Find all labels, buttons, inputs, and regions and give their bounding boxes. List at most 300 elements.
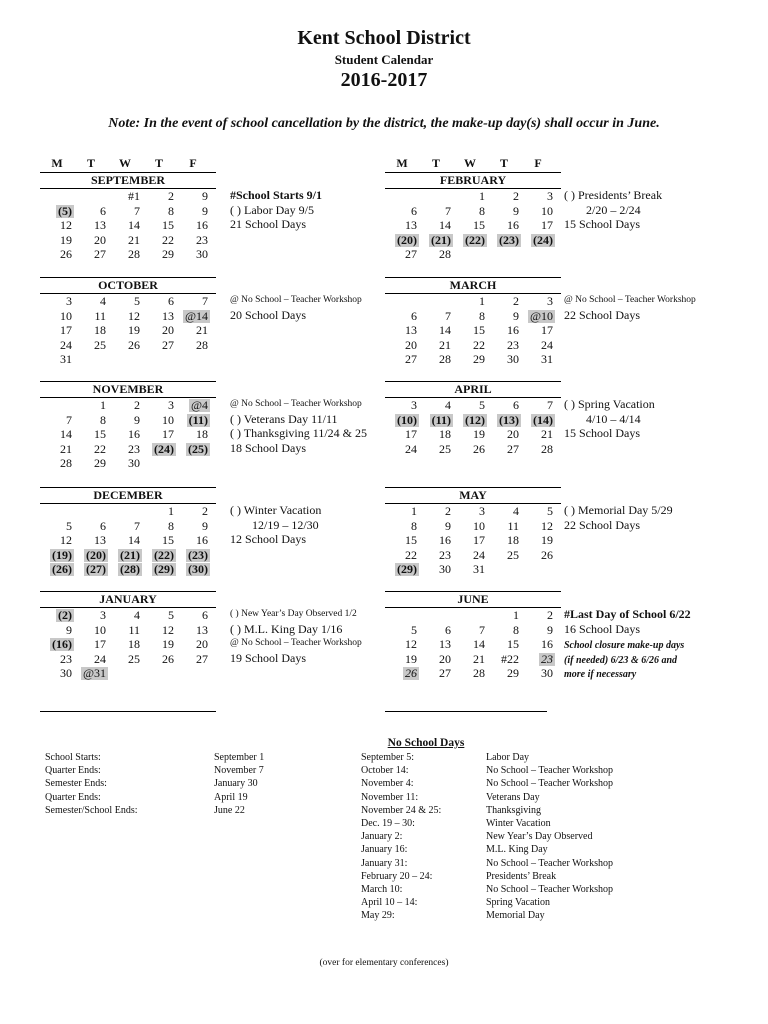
day-cell [385,637,419,652]
day-number: 8 [168,203,174,218]
week-row [385,352,561,367]
month-name: SEPTEMBER [40,172,216,189]
day-cell [385,623,419,638]
day-cell [108,637,142,652]
day-number: (30) [188,562,208,577]
weekday-header: T [154,156,163,170]
day-cell [142,218,176,233]
day-number: 5 [66,518,72,533]
makeup-note: more if necessary [564,669,637,681]
day-number: 6 [411,203,417,218]
list-line: January 16: [361,844,408,856]
day-cell [487,398,521,413]
day-number: 16 [439,533,451,548]
day-number: 3 [411,398,417,412]
school-year: 2016-2017 [340,69,428,91]
list-line: January 31: [361,857,408,869]
day-number: 19 [60,232,72,247]
day-number: 21 [196,323,208,338]
day-cell [385,323,419,338]
note-line: ( ) Presidents’ Break [564,188,663,202]
day-number: (20) [86,547,106,562]
day-number: (23) [499,232,519,247]
day-cell [487,427,521,442]
day-cell [74,608,108,623]
day-number: 12 [60,533,72,548]
day-cell [74,323,108,338]
day-cell [142,637,176,652]
day-number: 24 [541,337,553,352]
day-number: 3 [547,294,553,308]
list-line: January 30 [214,778,258,790]
day-number: 30 [196,247,208,262]
day-cell [142,204,176,219]
day-cell [40,623,74,638]
day-number: 30 [60,666,72,681]
day-number: 1 [479,189,485,203]
day-number: 27 [439,666,451,681]
day-number: @14 [184,308,208,323]
day-cell [74,309,108,324]
day-cell [108,413,142,428]
day-cell [74,218,108,233]
month-days [385,294,561,367]
list-line: November 7 [214,765,264,777]
makeup-note: School closure make-up days [564,640,685,652]
month-days [385,189,561,262]
week-row [385,666,561,681]
note-line: 15 School Days [564,426,640,441]
day-number: 27 [196,651,208,666]
day-number: 26 [541,547,553,562]
day-number: 28 [60,456,72,471]
day-number: 25 [439,441,451,456]
week-row [40,413,216,428]
day-cell [521,608,555,623]
day-number: 2 [134,398,140,412]
key-dates-labels [45,751,138,817]
week-row [40,623,216,638]
day-number: 15 [162,533,174,548]
day-cell [142,309,176,324]
day-number: 6 [100,203,106,218]
day-number: 2 [513,294,519,308]
month-name: NOVEMBER [40,381,216,398]
day-cell [176,309,210,324]
day-cell [108,309,142,324]
day-number: 2 [445,504,451,518]
day-number: #1 [128,189,140,203]
day-cell [385,533,419,548]
day-cell [142,294,176,309]
day-number: 23 [128,441,140,456]
note-line: 2/20 – 2/24 [586,202,641,217]
day-number: 23 [60,651,72,666]
note-line: ( ) Thanksgiving 11/24 & 25 [230,426,367,441]
day-number: 31 [473,562,485,577]
week-row [385,218,561,233]
weekday-header: W [464,156,476,170]
day-number: 24 [473,547,485,562]
day-number: 4 [513,504,519,518]
day-number: 28 [541,441,553,456]
month-notes [564,503,754,532]
day-cell [487,442,521,457]
day-cell [521,652,555,667]
day-number: 15 [162,218,174,233]
day-cell [521,427,555,442]
day-number: 16 [128,427,140,442]
day-number: (2) [58,608,72,622]
day-number: 12 [128,308,140,323]
day-cell [419,427,453,442]
day-number: (29) [397,562,417,577]
week-row [385,637,561,652]
day-cell [176,456,210,471]
day-cell [487,637,521,652]
weekday-header: T [499,156,508,170]
day-cell [176,218,210,233]
day-number: (12) [465,412,485,427]
day-number: 9 [202,203,208,218]
list-line: Presidents’ Break [486,870,557,882]
day-cell [453,608,487,623]
week-row [40,442,216,457]
note-line: ( ) Winter Vacation [230,503,322,517]
day-number: (21) [431,232,451,247]
day-cell [108,608,142,623]
day-cell [74,398,108,413]
day-cell [453,666,487,681]
day-cell [487,548,521,563]
week-row [40,533,216,548]
week-row [385,413,561,428]
day-cell [142,519,176,534]
day-cell [453,427,487,442]
week-row [40,218,216,233]
list-line: February 20 – 24: [361,870,433,882]
day-number: 5 [168,608,174,622]
day-number: 22 [473,337,485,352]
week-row [40,309,216,324]
week-row [40,562,216,577]
week-row [385,608,561,623]
day-number: 2 [547,608,553,622]
day-cell [419,247,453,262]
day-number: 30 [507,352,519,367]
day-cell [176,247,210,262]
day-cell [40,427,74,442]
day-cell [487,666,521,681]
footer-note: (over for elementary conferences) [319,958,449,968]
month-days [40,608,216,681]
day-cell [176,608,210,623]
note-line: ( ) Labor Day 9/5 [230,202,314,217]
day-cell [521,666,555,681]
day-number: (19) [52,547,72,562]
month-name: FEBRUARY [385,172,561,189]
day-number: 14 [439,218,451,233]
list-line: January 2: [361,831,403,843]
day-cell [453,398,487,413]
day-cell [521,533,555,548]
day-cell [176,398,210,413]
day-cell [40,456,74,471]
day-number: 17 [405,427,417,442]
note-line: ( ) M.L. King Day 1/16 [230,621,343,636]
month-notes [564,397,754,441]
day-number: 30 [541,666,553,681]
day-cell [385,338,419,353]
day-cell [74,637,108,652]
calendar-subtitle: Student Calendar [334,52,434,67]
day-cell [40,309,74,324]
day-cell [419,294,453,309]
day-number: 6 [100,518,106,533]
day-number: 1 [411,504,417,518]
day-cell [419,233,453,248]
day-number: 16 [196,533,208,548]
week-row [40,294,216,309]
day-cell [142,666,176,681]
day-number: 12 [405,637,417,652]
day-cell [385,427,419,442]
day-cell [453,519,487,534]
day-number: 2 [202,504,208,518]
month-days [40,398,216,471]
day-cell [385,294,419,309]
day-cell [142,247,176,262]
day-number: 12 [541,518,553,533]
day-number: (14) [533,412,553,427]
day-cell [385,608,419,623]
day-number: 15 [473,323,485,338]
week-row [40,338,216,353]
day-number: 14 [128,533,140,548]
day-cell [487,323,521,338]
day-number: (25) [188,441,208,456]
day-cell [453,548,487,563]
day-cell [487,218,521,233]
note-line: 12/19 – 12/30 [252,517,319,532]
day-cell [142,233,176,248]
week-row [385,309,561,324]
month-name: OCTOBER [40,277,216,294]
day-cell [176,548,210,563]
day-cell [453,323,487,338]
day-number: 4 [445,398,451,412]
day-number: 5 [411,622,417,637]
day-cell [521,442,555,457]
day-cell [176,294,210,309]
day-number: 7 [134,203,140,218]
list-line: Quarter Ends: [45,765,101,777]
divider [385,711,547,712]
day-number: 23 [541,651,553,666]
week-row [385,338,561,353]
week-row [385,323,561,338]
note-line: ( ) New Year’s Day Observed 1/2 [230,609,357,619]
day-cell [419,204,453,219]
week-row [40,548,216,563]
day-number: 30 [439,562,451,577]
day-cell [142,352,176,367]
list-line: April 10 – 14: [361,897,418,909]
note-line: 19 School Days [230,650,306,665]
day-cell [453,413,487,428]
day-number: 25 [507,547,519,562]
day-number: (26) [52,562,72,577]
day-number: 7 [479,622,485,637]
week-row [40,456,216,471]
day-cell [453,652,487,667]
day-cell [74,623,108,638]
day-number: 9 [513,308,519,323]
day-cell [74,427,108,442]
day-number: 28 [439,352,451,367]
day-cell [108,652,142,667]
day-number: 10 [94,622,106,637]
day-cell [385,504,419,519]
day-number: 18 [507,533,519,548]
day-cell [521,189,555,204]
note-line: #Last Day of School 6/22 [564,607,691,621]
day-cell [385,519,419,534]
day-cell [108,519,142,534]
day-cell [487,652,521,667]
day-cell [108,427,142,442]
list-line: June 22 [214,804,245,816]
week-row [385,442,561,457]
weekday-header: T [431,156,440,170]
week-row [385,548,561,563]
day-number: 29 [507,666,519,681]
weekday-header-row [385,156,561,170]
list-line: September 5: [361,752,415,763]
day-number: 27 [405,247,417,262]
day-cell [521,519,555,534]
day-cell [142,413,176,428]
day-cell [487,309,521,324]
day-cell [419,519,453,534]
day-cell [176,413,210,428]
day-cell [521,233,555,248]
day-number: 3 [66,294,72,308]
day-cell [74,652,108,667]
day-number: 23 [196,232,208,247]
day-number: 16 [507,218,519,233]
day-number: 21 [473,651,485,666]
day-number: 15 [507,637,519,652]
note-line: ( ) Veterans Day 11/11 [230,411,338,426]
day-cell [487,562,521,577]
day-number: 2 [168,189,174,203]
day-cell [108,323,142,338]
day-cell [74,233,108,248]
day-number: 18 [439,427,451,442]
day-cell [385,189,419,204]
weekday-header: M [396,156,408,170]
makeup-note: (if needed) 6/23 & 6/26 and [564,654,678,666]
day-cell [453,338,487,353]
day-number: (22) [154,547,174,562]
day-cell [40,398,74,413]
day-cell [40,413,74,428]
day-cell [142,533,176,548]
day-cell [176,637,210,652]
day-number: 5 [134,294,140,308]
day-cell [74,413,108,428]
day-cell [142,548,176,563]
note-line: 21 School Days [230,217,306,232]
day-number: 9 [513,203,519,218]
day-number: 17 [94,637,106,652]
day-cell [521,413,555,428]
day-number: 11 [128,622,140,637]
day-number: 11 [507,518,519,533]
day-cell [385,548,419,563]
day-cell [385,652,419,667]
week-row [40,323,216,338]
day-cell [487,413,521,428]
note-line: ( ) Memorial Day 5/29 [564,503,673,517]
day-cell [385,398,419,413]
day-cell [453,352,487,367]
day-cell [385,218,419,233]
day-cell [40,519,74,534]
day-number: 17 [473,533,485,548]
day-cell [108,562,142,577]
day-cell [521,562,555,577]
day-number: 13 [405,323,417,338]
day-number: 29 [162,247,174,262]
day-number: 1 [513,608,519,622]
day-number: 3 [168,398,174,412]
day-cell [521,294,555,309]
day-number: 17 [541,218,553,233]
day-cell [176,442,210,457]
month-notes [564,607,754,683]
day-number: 21 [541,427,553,442]
day-cell [108,352,142,367]
day-number: (29) [154,562,174,577]
day-number: 13 [405,218,417,233]
day-cell [176,323,210,338]
day-number: 10 [541,203,553,218]
day-cell [176,533,210,548]
day-cell [487,608,521,623]
day-number: 15 [94,427,106,442]
day-cell [108,233,142,248]
day-cell [142,652,176,667]
week-row [385,204,561,219]
day-cell [385,666,419,681]
week-row [40,247,216,262]
month-name: DECEMBER [40,487,216,504]
note-line: @ No School – Teacher Workshop [230,295,362,305]
day-cell [487,204,521,219]
day-cell [453,309,487,324]
day-number: 20 [439,651,451,666]
month-name: MAY [385,487,561,504]
day-cell [40,637,74,652]
week-row [385,533,561,548]
day-cell [385,413,419,428]
week-row [385,189,561,204]
day-number: 11 [94,308,106,323]
day-cell [521,637,555,652]
day-number: 26 [473,441,485,456]
